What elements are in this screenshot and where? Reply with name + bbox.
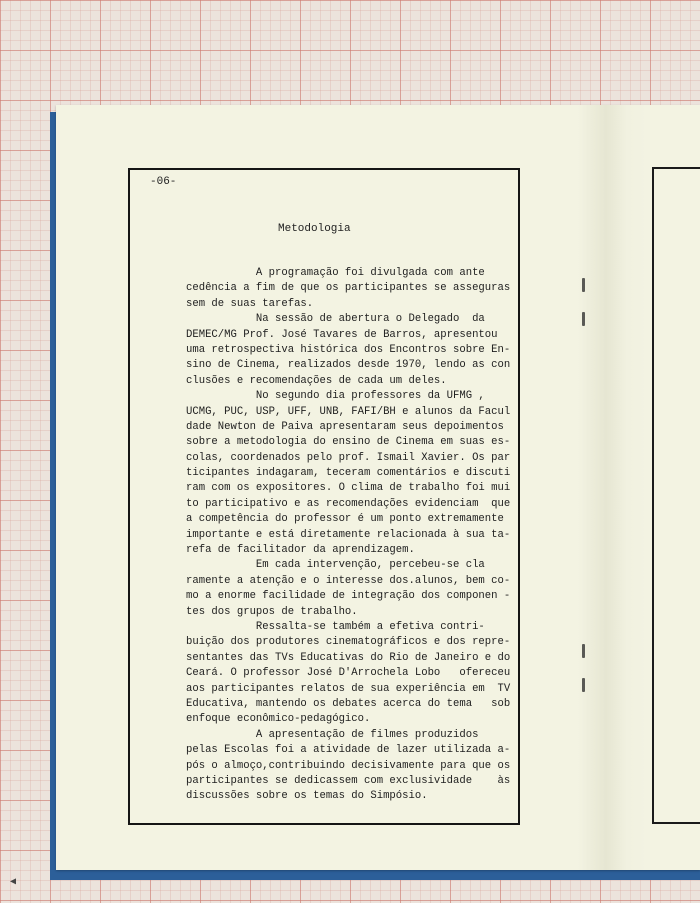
text-line: ram com os expositores. O clima de trabalho foi mui <box>186 482 511 495</box>
text-line: tes dos grupos de trabalho. <box>186 605 358 618</box>
text-line: sobre a metodologia do ensino de Cinema em suas es- <box>186 436 511 449</box>
text-line: uma retrospectiva histórica dos Encontros sobre En- <box>186 343 511 356</box>
page-fold <box>578 105 648 870</box>
text-line: buição dos produtores cinematográficos e dos repre- <box>186 636 511 649</box>
text-line: Em cada intervenção, percebeu-se cla <box>186 559 485 572</box>
text-line: DEMEC/MG Prof. José Tavares de Barros, apresentou <box>186 328 498 341</box>
text-line: colas, coordenados pelo prof. Ismail Xavier. Os par <box>186 451 511 464</box>
text-line: pós o almoço,contribuindo decisivamente para que os <box>186 759 511 772</box>
text-line: cedência a fim de que os participantes se asseguras <box>186 282 511 295</box>
text-line: refa de facilitador da aprendizagem. <box>186 544 415 557</box>
text-line: UCMG, PUC, USP, UFF, UNB, FAFI/BH e alunos da Facul <box>186 405 511 418</box>
staple-mark <box>582 278 585 292</box>
staple-mark <box>582 312 585 326</box>
text-line: A programação foi divulgada com ante <box>186 267 485 279</box>
section-title: Metodologia <box>278 223 351 235</box>
text-line: participantes se dedicassem com exclusividade às <box>186 774 511 787</box>
text-line: discussões sobre os temas do Simpósio. <box>186 790 428 803</box>
staple-mark <box>582 644 585 658</box>
text-line: clusões e recomendações de cada um deles. <box>186 374 447 387</box>
text-line: to participativo e as recomendações evidenciam que <box>186 497 511 510</box>
text-line: Na sessão de abertura o Delegado da <box>186 313 485 326</box>
text-line: Ressalta-se também a efetiva contri- <box>186 620 485 633</box>
text-line: sentantes das TVs Educativas do Rio de Janeiro e do <box>186 651 511 664</box>
pointer-mark: ◀ <box>10 877 17 888</box>
text-line: No segundo dia professores da UFMG , <box>186 390 485 403</box>
text-line: dade Newton de Paiva apresentaram seus depoimentos <box>186 420 504 433</box>
text-line: Ceará. O professor José D'Arrochela Lobo ofereceu <box>186 667 511 680</box>
text-line: a competência do professor é um ponto extremamente <box>186 513 504 526</box>
text-line: pelas Escolas foi a atividade de lazer utilizada a- <box>186 744 511 757</box>
text-line: sino de Cinema, realizados desde 1970, lendo as con <box>186 359 511 372</box>
text-line: Educativa, mantendo os debates acerca do tema sob <box>186 697 511 710</box>
staple-mark <box>582 678 585 692</box>
text-line: sem de suas tarefas. <box>186 297 314 310</box>
text-line: aos participantes relatos de sua experiência em TV <box>186 682 511 695</box>
adjacent-page-frame <box>652 167 700 824</box>
text-line: mo a enorme facilidade de integração dos componen - <box>186 590 511 603</box>
text-line: ticipantes indagaram, teceram comentários e discuti <box>186 467 511 480</box>
page-number: -06- <box>150 176 177 188</box>
text-line: A apresentação de filmes produzidos <box>186 728 479 741</box>
text-line: enfoque econômico-pedagógico. <box>186 713 371 726</box>
text-line: ramente a atenção e o interesse dos.alunos, bem co- <box>186 574 511 587</box>
text-line: importante e está diretamente relacionada à sua ta- <box>186 528 511 541</box>
body-text <box>186 266 511 805</box>
